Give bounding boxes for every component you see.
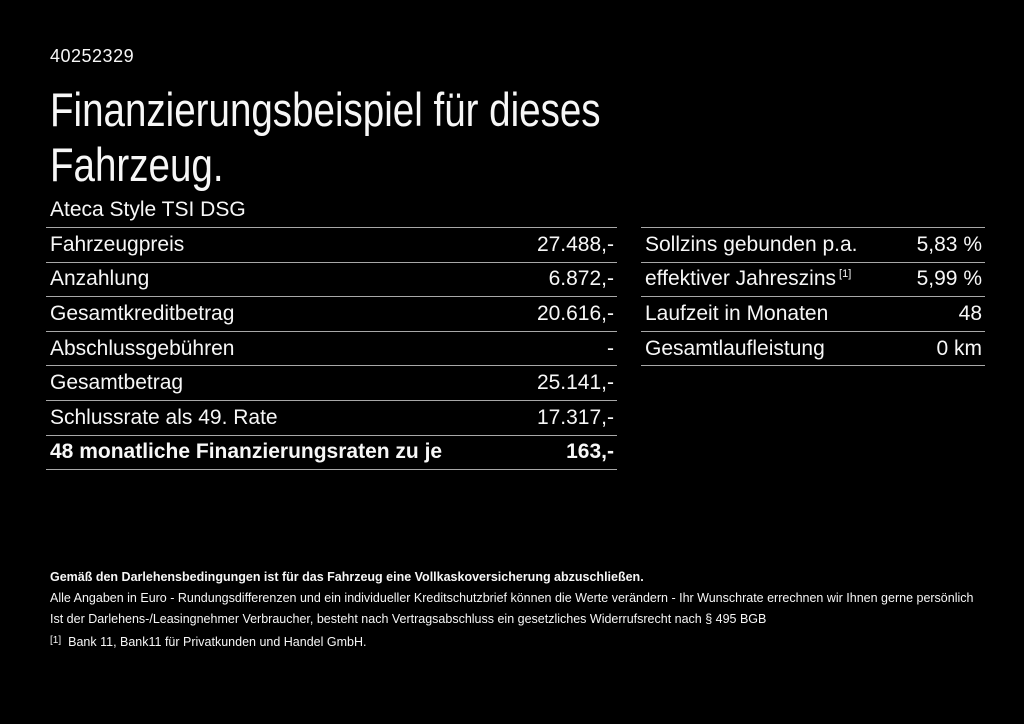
- page-title-line1: Finanzierungsbeispiel für dieses: [50, 83, 601, 136]
- page-title-line2: Fahrzeug.: [50, 138, 224, 191]
- table-row-total-credit: [46, 297, 617, 332]
- financing-table: [46, 227, 617, 470]
- row-label: Fahrzeugpreis: [50, 232, 185, 256]
- row-value: 5,83 %: [916, 232, 982, 256]
- footnote-insurance: Gemäß den Darlehensbedingungen ist für das Fahrzeug eine Vollkaskoversicherung abzuschließen.: [50, 570, 644, 584]
- row-label: Gesamtbetrag: [50, 371, 184, 395]
- table-row-nominal-interest: [641, 228, 985, 263]
- footnote-bank-marker: [1]: [50, 635, 62, 646]
- conditions-table: [641, 227, 985, 366]
- row-value: 6.872,-: [548, 267, 614, 291]
- row-value: 5,99 %: [916, 267, 982, 291]
- table-row-down-payment: [46, 263, 617, 298]
- table-row-total-amount: [46, 366, 617, 401]
- row-value: 25.141,-: [536, 371, 614, 395]
- table-row-vehicle-price: [46, 228, 617, 263]
- row-label: Abschlussgebühren: [50, 336, 235, 360]
- row-label: [645, 267, 851, 291]
- row-value: 48: [958, 301, 982, 325]
- footnote-bank-text: Bank 11, Bank11 für Privatkunden und Handel GmbH.: [68, 635, 367, 649]
- row-label-text: effektiver Jahreszins: [645, 267, 837, 291]
- row-label: Anzahlung: [50, 267, 150, 291]
- row-label: Schlussrate als 49. Rate: [50, 405, 278, 429]
- row-label: Laufzeit in Monaten: [645, 301, 829, 325]
- table-row-closing-fees: [46, 332, 617, 367]
- row-value: 17.317,-: [536, 405, 614, 429]
- row-value: 0 km: [936, 336, 982, 360]
- row-label: 48 monatliche Finanzierungsraten zu je: [50, 440, 443, 464]
- table-row-term-months: [641, 297, 985, 332]
- row-value: -: [607, 336, 614, 360]
- vehicle-model-subtitle: Ateca Style TSI DSG: [50, 198, 246, 221]
- table-row-monthly-rate: [46, 436, 617, 471]
- page-title: [50, 82, 601, 192]
- row-value: 163,-: [566, 440, 614, 464]
- table-row-final-rate: [46, 401, 617, 436]
- row-value: 20.616,-: [536, 301, 614, 325]
- footnote-withdrawal: Ist der Darlehens-/Leasingnehmer Verbraucher, besteht nach Vertragsabschluss ein gesetzliches Widerrufsrecht nach § 495 BGB: [50, 612, 767, 626]
- row-label: Gesamtkreditbetrag: [50, 301, 235, 325]
- table-row-effective-interest: [641, 263, 985, 298]
- footnote-bank: [50, 633, 366, 650]
- row-label: Sollzins gebunden p.a.: [645, 232, 858, 256]
- row-value: 27.488,-: [536, 232, 614, 256]
- row-label: Gesamtlaufleistung: [645, 336, 825, 360]
- offer-reference-number: 40252329: [50, 46, 135, 66]
- footnote-ref-superscript: [1]: [839, 268, 852, 281]
- table-row-total-mileage: [641, 332, 985, 367]
- footnote-values: Alle Angaben in Euro - Rundungsdifferenzen und ein individueller Kreditschutzbrief können die Werte verändern - Ihr Wunschrate errechnen wir Ihnen gerne persönlich: [50, 591, 974, 605]
